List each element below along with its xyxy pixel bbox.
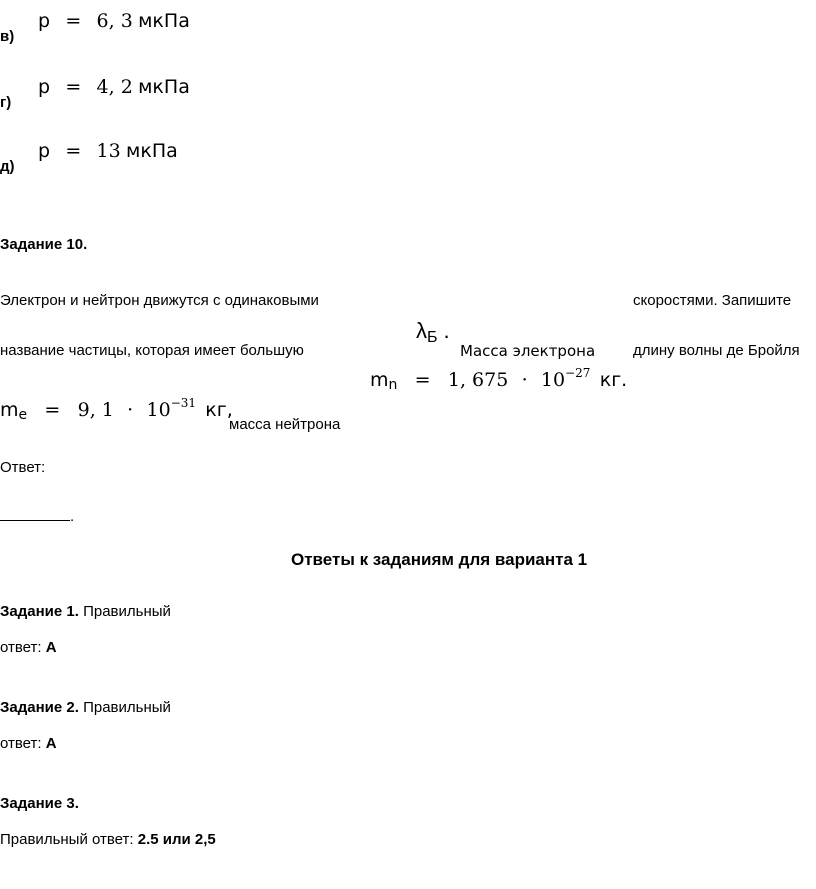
option-g-formula: p = 4, 2 мкПа — [38, 76, 190, 98]
answer-task3-value: Правильный ответ: 2.5 или 2,5 — [0, 831, 216, 848]
task10-title: Задание 10. — [0, 236, 88, 253]
option-g-label: г) — [0, 94, 12, 111]
lambda-symbol: λБ . — [416, 318, 450, 346]
answer-task1: Задание 1. Правильный — [0, 603, 171, 620]
electron-mass-formula: me = 9, $1 \cdot 10^{-31}$ кг, — [0, 396, 233, 423]
answer-label: Ответ: — [0, 459, 46, 476]
task10-line1-left: Электрон и нейтрон движутся с одинаковыми — [0, 292, 319, 309]
answers-heading: Ответы к заданиям для варианта 1 — [291, 550, 588, 569]
answer-task2: Задание 2. Правильный — [0, 699, 171, 716]
option-d-formula: p = 13 мкПа — [38, 140, 178, 162]
answer-task3-title: Задание 3. — [0, 795, 79, 812]
answer-blank[interactable]: . — [0, 506, 74, 525]
mass-electron-label: Масса электрона — [460, 342, 596, 360]
task10-line2-left: название частицы, которая имеет большую — [0, 342, 304, 359]
answer-task1-value: ответ: А — [0, 639, 57, 656]
answer-blank-line[interactable] — [0, 506, 70, 521]
neutron-mass-formula: mn = 1, $675 \cdot 10^{-27}$ кг. — [370, 366, 628, 393]
task10-line2-right: длину волны де Бройля — [633, 342, 800, 359]
answer-task2-value: ответ: А — [0, 735, 57, 752]
mass-neutron-label: масса нейтрона — [229, 416, 341, 433]
task10-line1-right: скоростями. Запишите — [633, 292, 792, 309]
option-v-label: в) — [0, 28, 15, 45]
option-d-label: д) — [0, 158, 15, 175]
option-v-formula: p = 6, 3 мкПа — [38, 10, 190, 32]
